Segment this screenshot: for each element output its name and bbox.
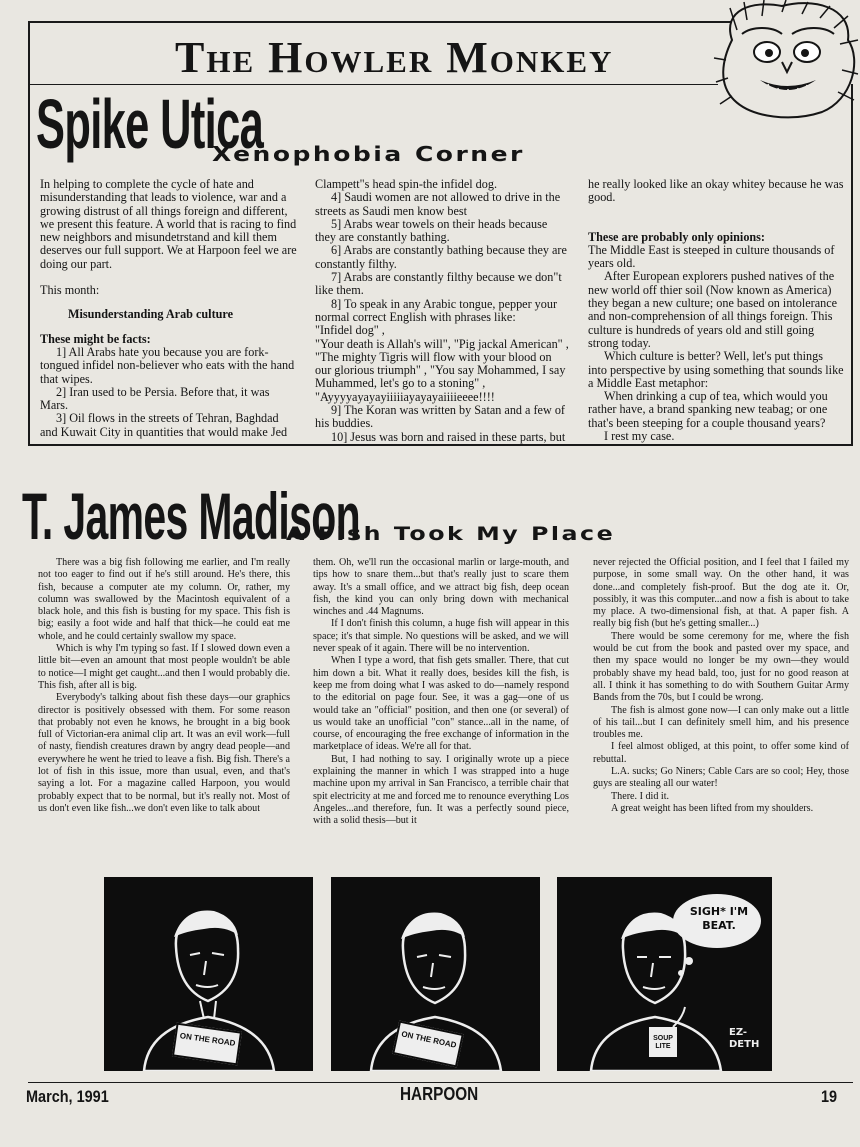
comic-panel-2 [331, 877, 540, 1071]
article1-column-1 [40, 178, 298, 439]
paragraph: L.A. sucks; Go Niners; Cable Cars are so cool; Hey, those guys are stealing all our water! [593, 766, 849, 790]
paragraph: I rest my case. [604, 429, 675, 444]
footer-date: March, 1991 [26, 1087, 109, 1106]
paragraph: 8] To speak in any Arabic tongue, pepper your normal correct English with phrases like: [315, 296, 558, 324]
howler-monkey-logo [712, 0, 860, 120]
paragraph: 1] All Arabs hate you because you are fork-tongued infidel non-believer who eats with the hand that wipes. [40, 344, 295, 386]
paragraph: 6] Arabs are constantly bathing because they are constantly filthy. [315, 243, 567, 271]
subheading: These are probably only opinions: [588, 229, 765, 244]
paragraph: Clampett"s head spin-the infidel dog. [315, 177, 497, 191]
paragraph: 10] Jesus was born and raised in these parts, but [331, 429, 566, 444]
paragraph: When I type a word, that fish gets smaller. There, that cut him down a bit. What it really does, besides kill the fish, is keep me from doing what I was asked to do—namely respond to the editorial on page four. See, it was a gag—one of us would take an "official" position, and then one (or several) of us would take an unofficial "con" stance...all in the name, of course, of encouraging the free exchange of information in the marketplace of ideas. We're all for that. [313, 655, 569, 753]
paragraph: them. Oh, we'll run the occasional marlin or large-mouth, and tips how to snare them...but that's really just to scare them away. It's a small office, and we attract big fish, deep ocean fish, the kind you can only bring down with mechanical winches and .44 Magnums. [313, 557, 569, 618]
paragraph: 5] Arabs wear towels on their heads because they are constantly bathing. [315, 216, 548, 245]
paragraph: There would be some ceremony for me, where the fish would be cut from the book and pasted over my space, and then my space would no longer be my own—they would probably shave my head bald, too, just for no good reason at all. I think it has something to do with Southern Guitar Army Bands from the 70s, but I could be wrong. [593, 630, 849, 704]
comic-panel-1 [104, 877, 313, 1071]
article2-column-2 [313, 557, 569, 828]
paragraph: When drinking a cup of tea, which would you rather have, a brand spanking new teabag; or one that's been steeping for a couple thousand years? [588, 389, 828, 430]
masthead-title: The Howler Monkey [175, 33, 614, 82]
book-title: ON THE ROAD [400, 1029, 458, 1050]
paragraph: Which culture is better? Well, let's put things into perspective by using something that sounds like a Middle East metaphor: [588, 349, 844, 390]
paragraph: 2] Iran used to be Persia. Before that, it was Mars. [40, 384, 270, 413]
paragraph: There was a big fish following me earlier, and I'm really not too eager to find out if he's still around. He's there, this fish, because a computer ate my column. Or, rather, my column was swallowed by the Macintosh equivalent of a black hole, and this fish is busting for my space. This fish is big; easily a foot wide and half that thick—he could eat me whole, and he could certainly swallow my space. [38, 557, 290, 642]
footer-magazine: HARPOON [400, 1084, 479, 1104]
subheading: These might be facts: [40, 331, 151, 346]
paragraph: The Middle East is steeped in culture thousands of years old. [588, 242, 835, 271]
paragraph: 3] Oil flows in the streets of Tehran, Baghdad and Kuwait City in quantities that would make Jed [40, 411, 288, 439]
paragraph: If I don't finish this column, a huge fish will appear in this space; it's that simple. No questions will be asked, and we will never speak of it again. There will be no intervention. [313, 618, 569, 655]
paragraph: "Infidel dog" , [315, 323, 385, 338]
paragraph: he really looked like an okay whitey because he was good. [588, 177, 844, 205]
article1-column-3 [588, 178, 844, 443]
top-rule [28, 21, 734, 23]
section-title-fish: A Fish Took My Place [286, 523, 616, 545]
paragraph: A great weight has been lifted from my shoulders. [611, 802, 814, 814]
paragraph: There. I did it. [611, 790, 670, 802]
article2-column-3 [593, 557, 849, 815]
paragraph: never rejected the Official position, and I feel that I failed my purpose, in some small way. On the other hand, it was done...and completely fish-proof. But the dog ate it. Or, possibly, it was this computer...and now a fish is about to take my place. A two-dimensional fish, at that. A paper fish. A really big fish (but he's getting smaller...) [593, 557, 849, 630]
paragraph: This month: [40, 283, 100, 298]
artist-signature: EZ-DETH [729, 1027, 760, 1050]
thought-bubble-text: SIGH* I'M BEAT. [689, 905, 749, 932]
subheading: Misunderstanding Arab culture [68, 307, 234, 322]
paragraph: Which is why I'm typing so fast. If I slowed down even a little bit—even an amount that most people wouldn't be able to notice—I might get caught...and then I would probably die. This fish, after all is big. [38, 643, 290, 691]
paragraph: 7] Arabs are constantly filthy because we don"t like them. [315, 270, 562, 298]
article1-column-2 [315, 178, 569, 444]
paragraph: The fish is almost gone now—I can only make out a little of his tail...but I can definitely smell him, and his presence troubles me. [593, 704, 849, 741]
book-title: ON THE ROAD [179, 1031, 236, 1048]
author-t-james-madison: T. James Madison [22, 479, 361, 553]
comic-panel-3 [557, 877, 772, 1071]
article2-column-1 [38, 557, 290, 815]
footer-rule [28, 1082, 853, 1083]
paragraph: "Your death is Allah's will", "Pig jackal American" , "The mighty Tigris will flow with your blood on our glorious triumph" , "You say Mohammed, I say Muhammed, let's go to a stoning" , "Ayyyyayayayiiiiiayayayaiiiieeee!!!! [315, 336, 569, 404]
paragraph: In helping to complete the cycle of hate and misunderstanding that leads to violence, war and a growing distrust of all things foreign and different, we present this feature. A world that is racing to find new neighbors and misundetrstand and kill them deserves our full support. We at Harpoon feel we are doing our part. [40, 177, 297, 271]
paragraph: But, I had nothing to say. I originally wrote up a piece explaining the manner in which I was strapped into a huge machine upon my arrival in San Francisco, a terrible chair that spit electricity at me and forced me to renounce everything Los Angeles...and therefore, fun. It was a perfectly sound piece, with a solid thesis—but it [313, 753, 569, 827]
frame-right-rule [851, 84, 853, 445]
paragraph: Everybody's talking about fish these days—our graphics director is positively obsessed with them. For some reason that probably not even he knows, he brought in a big book full of Victorian-era animal clip art. It was an evil work—full of nasty, fiendish creatures drawn by angry dead people—and everywhere he went he tried to leave a fish. Big fish. There's a lot of fish in this issue, more than usual, even, and that's saying a lot. For a magazine called Harpoon, you would probably expect that to be normal, but it's really not. Most of us don't even like fish...we don't even like to talk about [38, 692, 290, 814]
paragraph: 9] The Koran was written by Satan and a few of his buddies. [315, 403, 565, 431]
paragraph: I feel almost obliged, at this point, to offer some kind of rebuttal. [593, 741, 849, 765]
section-title-xenophobia: Xenophobia Corner [212, 142, 525, 166]
footer-page-number: 19 [821, 1087, 838, 1106]
author-spike-utica: Spike Utica [36, 85, 264, 163]
paragraph: 4] Saudi women are not allowed to drive in the streets as Saudi men know best [315, 190, 561, 218]
paragraph: After European explorers pushed natives of the new world off thier soil (Now known as America) they began a new culture; one based on intolerance and non-comprehension of all things foreign. This culture is hundreds of years old and still going strong today. [588, 269, 838, 350]
soup-can-label: SOUP LITE [653, 1035, 673, 1050]
frame-bottom-rule [28, 444, 853, 446]
